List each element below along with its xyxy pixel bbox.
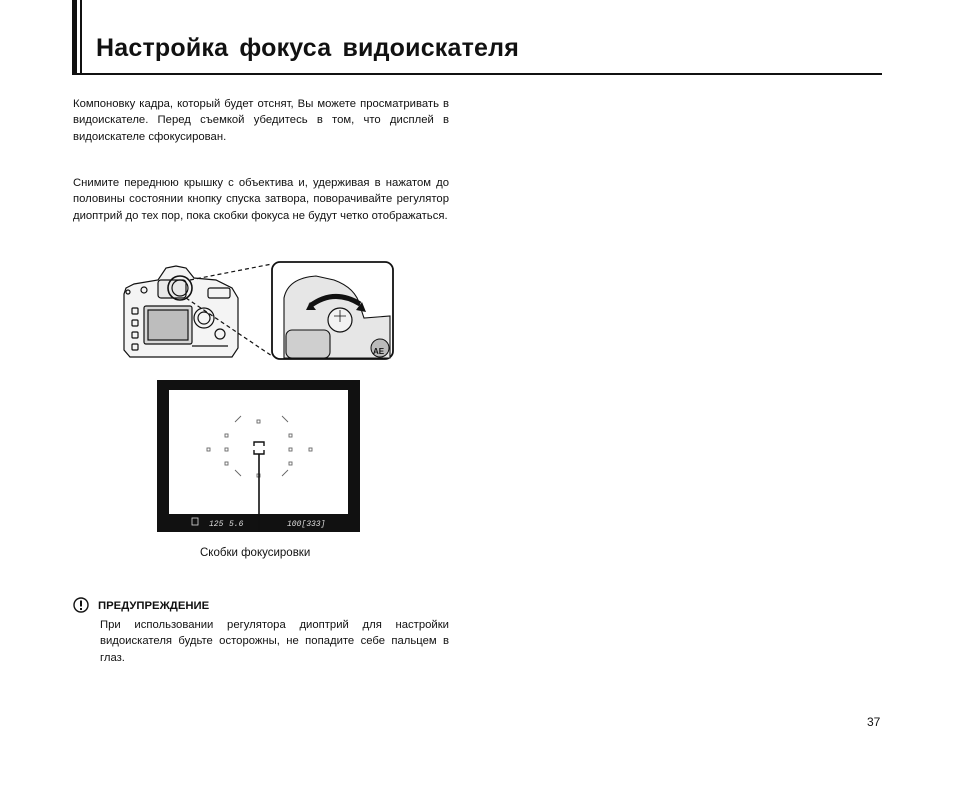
page-number: 37 [867,715,881,729]
warning-title: ПРЕДУПРЕЖДЕНИЕ [98,600,210,612]
diopter-zoom-inset [272,262,393,359]
warning-text: При использовании регулятора диоптрий для настройки видоискателя будьте осторожны, не попадите себе пальцем в глаз. [100,619,449,664]
lcd-counter: 100[333] [287,520,326,529]
camera-body-drawing [124,266,238,357]
exclamation-circle-icon [73,597,89,613]
intro-paragraph: Компоновку кадра, который будет отснят, Вы можете просматривать в видоискателе. Перед съемкой убедитесь в том, что дисплей в видоискателе сфокусирован. [73,98,449,143]
instruction-paragraph: Снимите переднюю крышку с объектива и, удерживая в нажатом до половины состоянии кнопку спуска затвора, поворачивайте регулятор диоптрий до тех пор, пока скобки фокуса не будут четко отображаться. [73,177,449,222]
page-title: Настройка фокуса видоискателя [96,34,520,62]
lcd-aperture: 5.6 [229,520,244,529]
focus-brackets-caption: Скобки фокусировки [200,547,311,559]
lcd-shutter: 125 [209,520,224,529]
camera-diopter-illustration [120,258,396,362]
dial-label: AE [373,347,385,356]
viewfinder-illustration [157,380,360,532]
